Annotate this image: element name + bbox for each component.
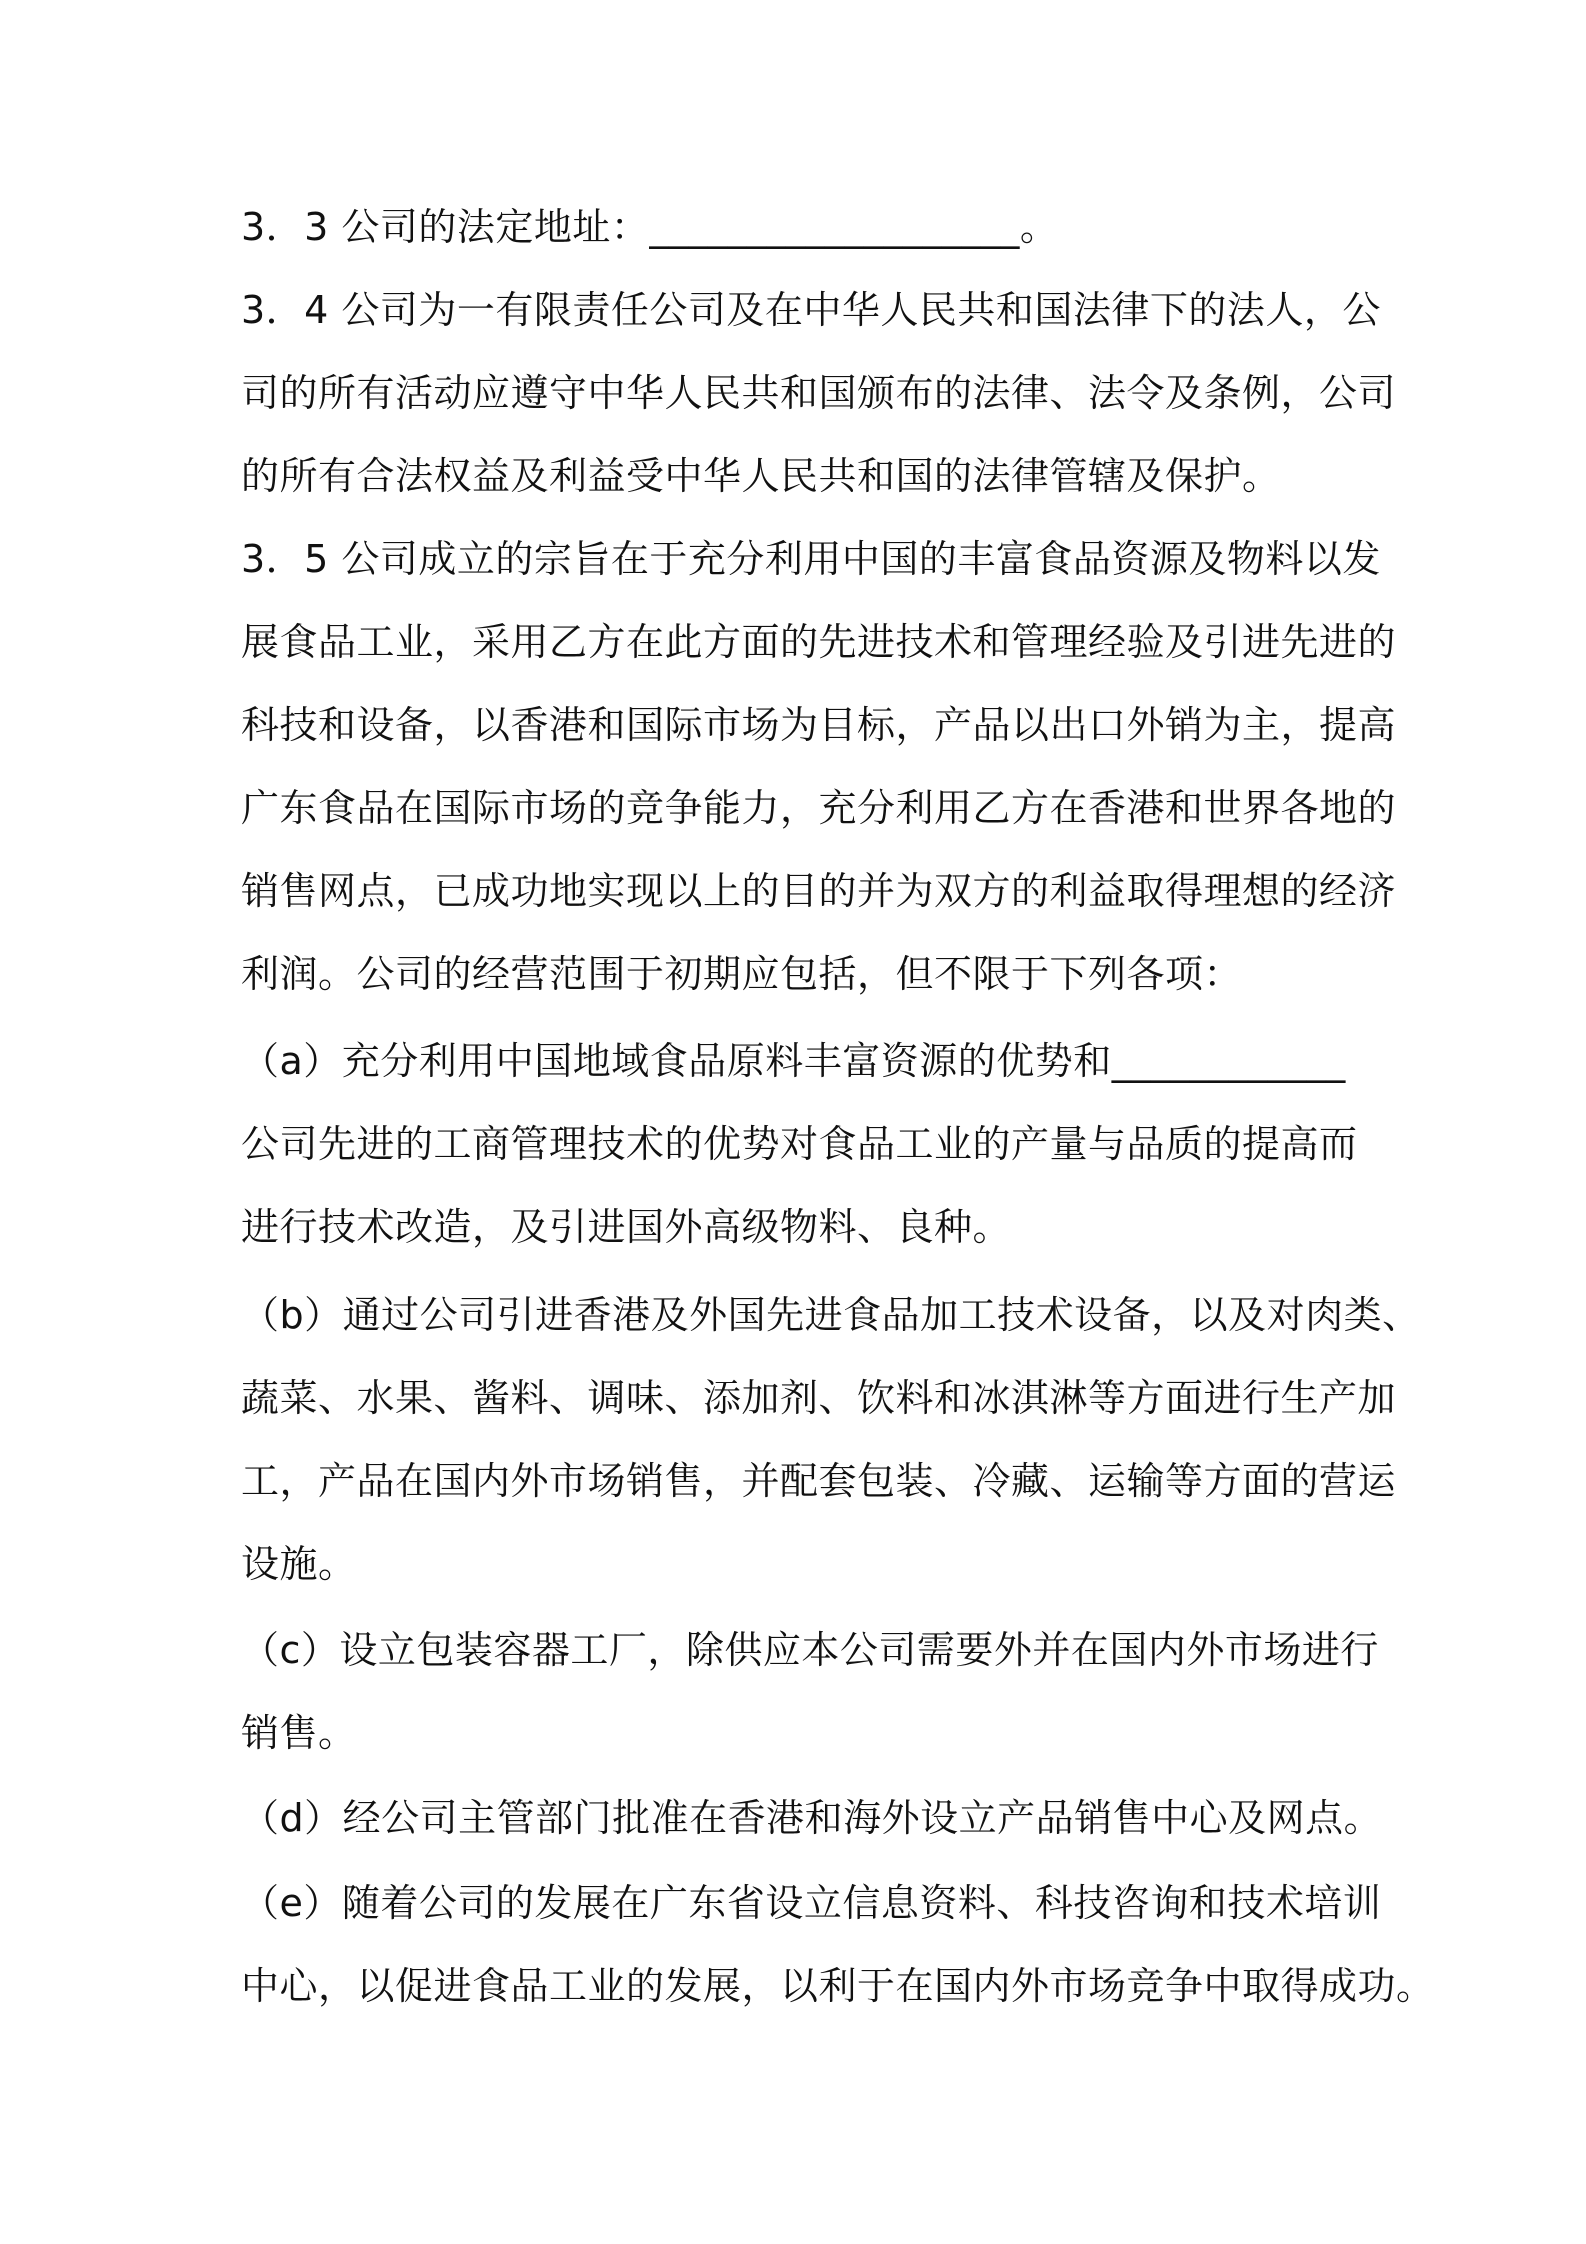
item-e-line-1: （e）随着公司的发展在广东省设立信息资料、科技咨询和技术培训 (241, 1881, 1382, 1925)
item-c-line-1: （c）设立包装容器工厂，除供应本公司需要外并在国内外市场进行 (241, 1628, 1379, 1672)
item-b-line-2: 蔬菜、水果、酱料、调味、添加剂、饮料和冰淇淋等方面进行生产加 (241, 1376, 1397, 1420)
item-b-line-3: 工，产品在国内外市场销售，并配套包装、冷藏、运输等方面的营运 (241, 1459, 1397, 1503)
item-a-line-3: 进行技术改造，及引进国外高级物料、良种。 (241, 1205, 1012, 1249)
clause-3-5-line-5: 销售网点，已成功地实现以上的目的并为双方的利益取得理想的经济 (241, 869, 1397, 913)
clause-3-4-line-1: 3．4 公司为一有限责任公司及在中华人民共和国法律下的法人，公 (241, 288, 1381, 332)
clause-3-4-line-2: 司的所有活动应遵守中华人民共和国颁布的法律、法令及条例，公司 (241, 371, 1397, 415)
clause-3-5-line-2: 展食品工业，采用乙方在此方面的先进技术和管理经验及引进先进的 (241, 620, 1397, 664)
clause-3-5-line-1: 3．5 公司成立的宗旨在于充分利用中国的丰富食品资源及物料以发 (241, 537, 1381, 581)
item-a-line-1: （a）充分利用中国地域食品原料丰富资源的优势和____________ (241, 1039, 1346, 1083)
clause-3-5-line-6: 利润。公司的经营范围于初期应包括，但不限于下列各项： (241, 952, 1243, 996)
item-c-line-2: 销售。 (241, 1711, 357, 1755)
clause-3-5-line-4: 广东食品在国际市场的竞争能力，充分利用乙方在香港和世界各地的 (241, 786, 1397, 830)
item-a-line-2: 公司先进的工商管理技术的优势对食品工业的产量与品质的提高而 (241, 1122, 1358, 1166)
item-b-line-1: （b）通过公司引进香港及外国先进食品加工技术设备，以及对肉类、 (241, 1293, 1421, 1337)
item-e-line-2: 中心，以促进食品工业的发展，以利于在国内外市场竞争中取得成功。 (241, 1964, 1435, 2008)
item-d-line-1: （d）经公司主管部门批准在香港和海外设立产品销售中心及网点。 (241, 1796, 1383, 1840)
item-b-line-4: 设施。 (241, 1542, 357, 1586)
clause-3-3-line-1: 3．3 公司的法定地址：___________________。 (241, 205, 1059, 249)
clause-3-4-line-3: 的所有合法权益及利益受中华人民共和国的法律管辖及保护。 (241, 454, 1281, 498)
clause-3-5-line-3: 科技和设备，以香港和国际市场为目标，产品以出口外销为主，提高 (241, 703, 1397, 747)
